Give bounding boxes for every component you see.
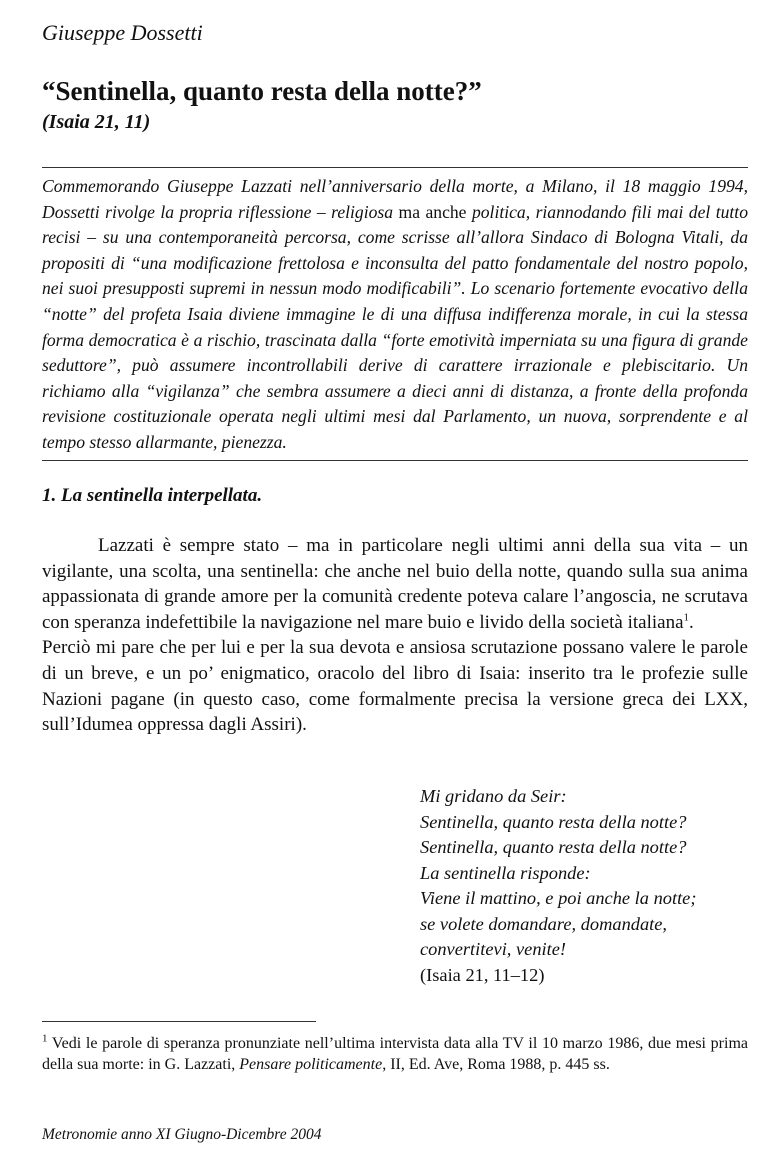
abstract-text-part2: politica, riannodando fili mai del tutto recisi – su una contemporaneità percorsa, come scrisse all’allora Sindaco di Bologna Vitali, da propositi di “una modificazione frettolosa e inconsulta del patto fondamentale del nostro popolo, nei suoi presupposti supremi in nessun modo modificabili”. Lo scenario fortemente evocativo della “notte” del profeta Isaia diviene immagine le di una diffusa indifferenza morale, in cui la stessa forma democratica è a rischio, trascinata dalla “forte emotività imperniata su una figura di grande seduttore”, può assumere incontrollabili derive di carattere irrazionale e plebiscitario. Un richiamo alla “vigilanza” che sembra assumere a dieci anni di distanza, a fronte della profonda revisione costituzionale operata negli ultimi mesi dal Parlamento, un nuova, sorprendente e al tempo stesso allarmante, pienezza. xyxy=(42,201,748,452)
body-text xyxy=(42,533,748,738)
footnote-reference[interactable]: 1 xyxy=(683,611,690,624)
verse-line: Viene il mattino, e poi anche la notte; xyxy=(420,888,697,908)
section-heading: 1. La sentinella interpellata. xyxy=(42,485,263,506)
verse-quote xyxy=(420,784,750,988)
verse-reference: (Isaia 21, 11–12) xyxy=(420,964,545,985)
verse-line: Sentinella, quanto resta della notte? xyxy=(420,811,687,832)
footnote xyxy=(42,1034,748,1075)
footnote-book-title: Pensare politicamente xyxy=(239,1055,383,1073)
article-subtitle: (Isaia 21, 11) xyxy=(42,111,151,133)
body-paragraph-1: Lazzati è sempre stato – ma in particolare negli ultimi anni della sua vita – un vigilante, una scolta, una sentinella: che anche nel buio della notte, quando sulla sua anima appassionata di grande amore per la comunità credente poteva calare l’angoscia, ne scrutava con speranza indefettibile la navigazione nel mare buio e livido della società italiana$^1$. xyxy=(42,535,748,633)
author-name: Giuseppe Dossetti xyxy=(42,20,203,45)
article-title: “Sentinella, quanto resta della notte?” xyxy=(42,76,482,106)
body-paragraph-2: Perciò mi pare che per lui e per la sua devota e ansiosa scrutazione possano valere le parole di un breve, e un po’ enigmatico, oracolo del libro di Isaia: inserito tra le profezie sulle Nazioni pagane (in questo caso, come formalmente precisa la versione greca dei LXX, sull’Idumea oppressa dagli Assiri). xyxy=(42,637,748,736)
abstract-box xyxy=(42,167,748,461)
footnote-divider xyxy=(42,1021,316,1022)
verse-line: Sentinella, quanto resta della notte? xyxy=(420,837,687,857)
verse-line: La sentinella risponde: xyxy=(420,862,591,883)
footnote-text-part1: Vedi le parole di speranza pronunziate nell’ultima intervista data alla TV il 10 marzo 1986, due mesi prima della sua morte: in G. Lazzati, xyxy=(42,1035,748,1073)
footnote-mark: 1 xyxy=(42,1032,48,1045)
page-footer: Metronomie anno XI Giugno-Dicembre 2004 xyxy=(42,1126,322,1143)
body-paragraph-1-text: Lazzati è sempre stato – ma in particolare negli ultimi anni della sua vita – un vigilante, una scolta, una sentinella: che anche nel buio della notte, quando sulla sua anima appassionata di grande amore per la comunità credente poteva calare l’angoscia, ne scrutava con speranza indefettibile la navigazione nel mare buio e livido della società italiana xyxy=(42,535,748,633)
abstract-text-part1: Commemorando Giuseppe Lazzati nell’anniversario della morte, a Milano, il 18 maggio 1994, Dossetti rivolge la propria riflessione – religiosa xyxy=(42,176,748,222)
verse-line: se volete domandare, domandate, xyxy=(420,913,668,934)
abstract-text-upright: ma anche xyxy=(398,201,467,222)
verse-line: Mi gridano da Seir: xyxy=(420,786,567,806)
footnote-text-part2: , II, Ed. Ave, Roma 1988, p. 445 ss. xyxy=(382,1055,610,1073)
verse-line: convertitevi, venite! xyxy=(420,939,567,959)
